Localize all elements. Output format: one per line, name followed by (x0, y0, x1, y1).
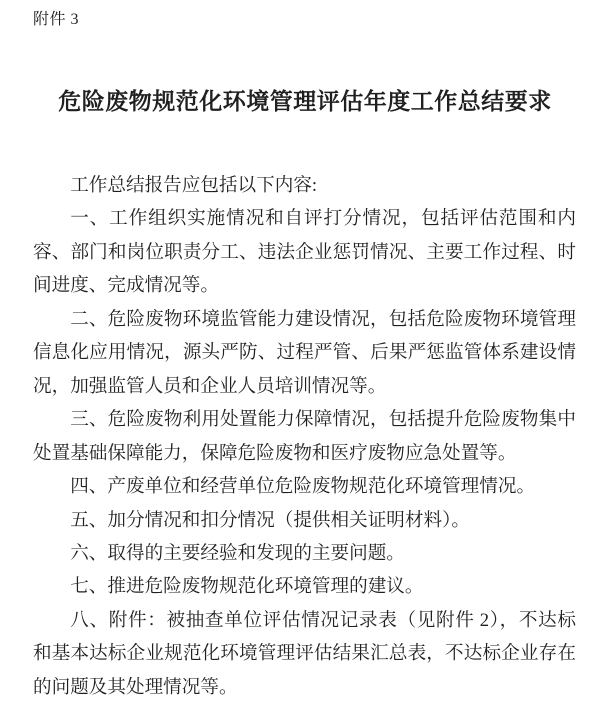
body-paragraph: 二、危险废物环境监管能力建设情况，包括危险废物环境管理信息化应用情况，源头严防、过程严管、后果严惩监管体系建设情况，加强监管人员和企业人员培训情况等。 (33, 308, 576, 397)
body-paragraph: 七、推进危险废物规范化环境管理的建议。 (70, 576, 424, 598)
body-paragraph: 三、危险废物利用处置能力保障情况，包括提升危险废物集中处置基础保障能力，保障危险废物和医疗废物应急处置等。 (33, 409, 576, 464)
body-paragraph: 五、加分情况和扣分情况（提供相关证明材料）。 (70, 509, 470, 531)
body-paragraph: 八、附件：被抽查单位评估情况记录表（见附件 2），不达标和基本达标企业规范化环境管理评估结果汇总表，不达标企业存在的问题及其处理情况等。 (33, 609, 576, 698)
document-title: 危险废物规范化环境管理评估年度工作总结要求 (58, 89, 552, 114)
document-body (33, 169, 576, 704)
body-paragraph: 六、取得的主要经验和发现的主要问题。 (70, 542, 405, 564)
body-paragraph: 工作总结报告应包括以下内容: (70, 175, 318, 196)
body-paragraph: 四、产废单位和经营单位危险废物规范化环境管理情况。 (70, 476, 536, 498)
body-paragraph: 一、工作组织实施情况和自评打分情况，包括评估范围和内容、部门和岗位职责分工、违法企业惩罚情况、主要工作过程、时间进度、完成情况等。 (33, 208, 576, 297)
attachment-label: 附件 3 (33, 11, 80, 28)
